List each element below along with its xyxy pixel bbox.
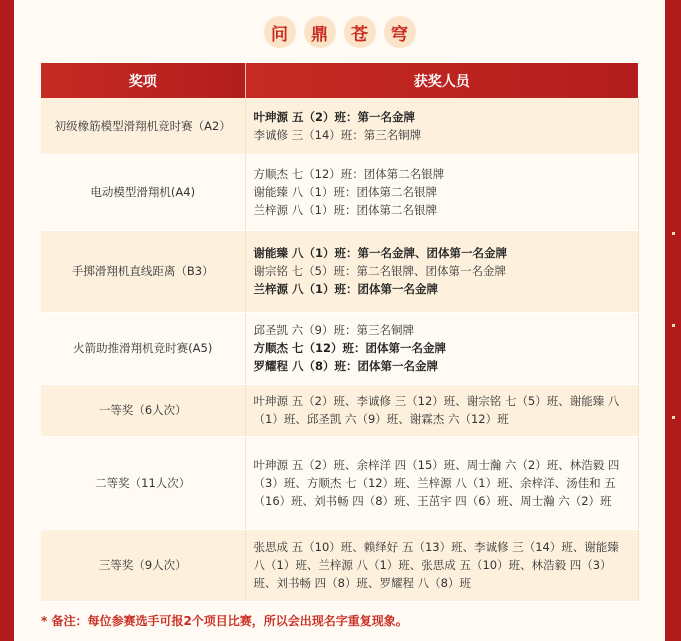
awards-table: [41, 63, 639, 602]
footnote: * 备注：每位参赛选手可报2个项目比赛，所以会出现名字重复现象。: [41, 614, 408, 628]
decor-dot: [672, 232, 675, 235]
winner-line: 邱圣凯 六（9）班：第三名铜牌: [253, 323, 414, 337]
table-header-row: [41, 63, 638, 98]
table-row: [41, 436, 638, 529]
winners-cell: [245, 436, 638, 529]
winner-line: 谢能臻 八（1）班：第一名金牌、团体第一名金牌: [253, 246, 508, 260]
title-char: 鼎: [304, 16, 336, 48]
winners-cell: [245, 312, 638, 384]
table-row: [41, 384, 638, 436]
winners-cell: [245, 529, 638, 601]
winner-line: 张思成 五（10）班、赖绎好 五（13）班、李诚修 三（14）班、谢能臻 八（1）班、兰梓源 八（1）班、张思成 五（10）班、林浩毅 四（3）班、刘书畅 四（8）班、罗耀程 八（8）班: [253, 540, 619, 590]
winners-cell: [245, 384, 638, 436]
winner-line: 叶珅源 五（2）班、余梓洋 四（15）班、周士瀚 六（2）班、林浩毅 四（3）班、方顺杰 七（12）班、兰梓源 八（1）班、余梓洋、汤佳和 五（16）班、刘书畅 四（8）班、王茁宇 四（6）班、周士瀚 六（2）班: [253, 457, 620, 508]
winners-cell: [245, 230, 638, 312]
decor-dot: [672, 324, 675, 327]
winner-line: 谢宗铭 七（5）班：第二名银牌、团体第一名金牌: [253, 264, 506, 278]
title-char: 苍: [344, 16, 376, 48]
winner-line: 李诚修 三（14）班：第三名铜牌: [253, 127, 422, 142]
award-cell: 火箭助推滑翔机竞时赛(A5): [41, 312, 245, 384]
table-row: [41, 230, 638, 312]
table-row: [41, 312, 638, 384]
title-char: 问: [264, 16, 296, 48]
award-cell: 手掷滑翔机直线距离（B3）: [41, 230, 245, 312]
decor-dot: [672, 416, 675, 419]
section-title: [14, 16, 665, 48]
table-row: [41, 98, 638, 154]
winner-line: 叶珅源 五（2）班：第一名金牌: [253, 109, 416, 124]
title-char: 穹: [384, 16, 416, 48]
winner-line: 方顺杰 七（12）班：团体第一名金牌: [253, 341, 447, 355]
winner-line: 谢能臻 八（1）班：团体第二名银牌: [253, 185, 437, 199]
winner-line: 罗耀程 八（8）班：团体第一名金牌: [253, 359, 439, 373]
header-winners: 获奖人员: [245, 63, 638, 98]
award-cell: 二等奖（11人次）: [41, 436, 245, 529]
winner-line: 兰梓源 八（1）班：团体第一名金牌: [253, 282, 439, 296]
award-cell: 电动模型滑翔机(A4): [41, 154, 245, 230]
winners-cell: [245, 98, 638, 154]
header-award: 奖项: [41, 63, 245, 98]
winner-line: 兰梓源 八（1）班：团体第二名银牌: [253, 203, 437, 217]
table-row: [41, 529, 638, 601]
award-cell: 初级橡筋模型滑翔机竞时赛（A2）: [41, 98, 245, 154]
winner-line: 方顺杰 七（12）班：团体第二名银牌: [253, 167, 445, 181]
winners-cell: [245, 154, 638, 230]
table-row: [41, 154, 638, 230]
award-cell: 三等奖（9人次）: [41, 529, 245, 601]
award-cell: 一等奖（6人次）: [41, 384, 245, 436]
winner-line: 叶珅源 五（2）班、李诚修 三（12）班、谢宗铭 七（5）班、谢能臻 八（1）班、邱圣凯 六（9）班、谢霖杰 六（12）班: [253, 394, 620, 426]
